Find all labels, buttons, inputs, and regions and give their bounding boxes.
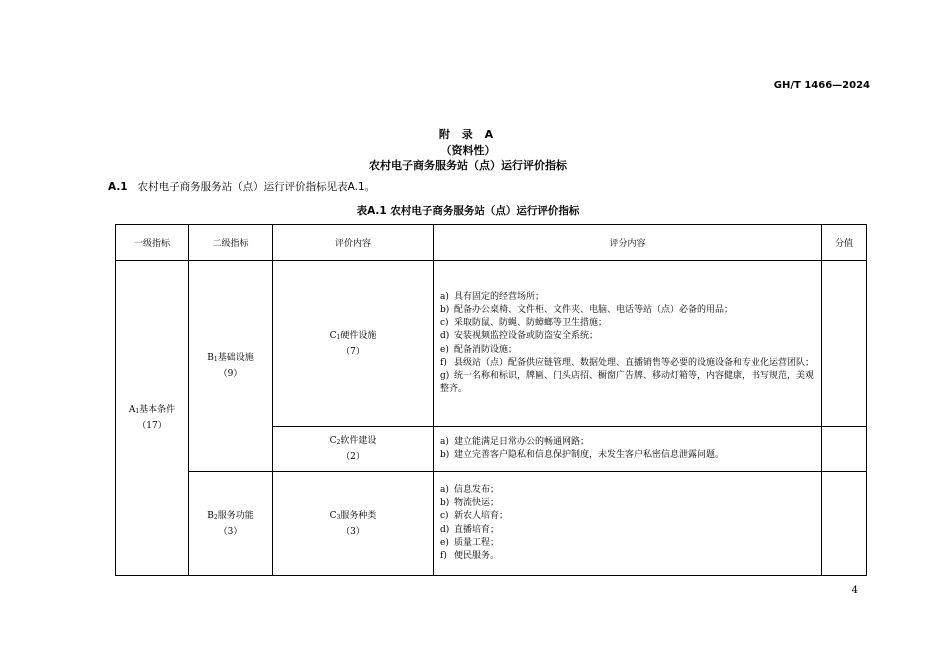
item-label: d) xyxy=(440,331,450,342)
list-item xyxy=(440,330,815,343)
table-header-row xyxy=(116,225,867,261)
header-level1: 一级指标 xyxy=(116,225,189,261)
level1-score: （17） xyxy=(137,421,167,431)
list-item xyxy=(440,537,815,550)
item-text: 建立完善客户隐私和信息保护制度，未发生客户私密信息泄露问题。 xyxy=(454,450,725,460)
list-item xyxy=(440,510,815,523)
list-item xyxy=(440,524,815,537)
clause-number: A.1 xyxy=(108,181,128,193)
item-text: 建立能满足日常办公的畅通网路； xyxy=(454,436,590,447)
list-item xyxy=(440,497,815,510)
item-label: c) xyxy=(440,318,449,329)
item-label: e) xyxy=(440,537,449,548)
appendix-title: 附 录 A xyxy=(438,128,498,141)
item-label: a) xyxy=(440,484,449,495)
page-number: 4 xyxy=(851,585,858,596)
item-text: 配备消防设施； xyxy=(454,344,518,355)
list-item xyxy=(440,436,815,449)
item-text: 质量工程； xyxy=(454,537,500,548)
header-level2: 二级指标 xyxy=(189,225,273,261)
list-item xyxy=(440,291,815,304)
item-text: 安装视频监控设备或防盗安全系统； xyxy=(454,331,599,342)
clause-text: 农村电子商务服务站（点）运行评价指标见表A.1。 xyxy=(137,181,376,193)
scoring-items-c3 xyxy=(434,472,822,576)
level3-subscript: 3 xyxy=(336,513,341,521)
item-text: 配备办公桌椅、文件柜、文件夹、电脑、电话等站（点）必备的用品； xyxy=(454,304,734,315)
item-text: 统一名称和标识，牌匾、门头店招、橱窗广告牌、移动灯箱等，内容健康，书写规范，美观整齐。 xyxy=(440,370,815,395)
level2-cell-b1 xyxy=(189,261,273,472)
list-item xyxy=(440,550,815,563)
item-text: 直播培育； xyxy=(454,524,500,535)
level3-subscript: 1 xyxy=(336,333,341,341)
level3-subscript: 2 xyxy=(336,439,341,446)
score-cell xyxy=(822,472,867,576)
level2-code: B xyxy=(207,510,214,521)
level3-code: C xyxy=(329,510,337,521)
level2-name: 服务功能 xyxy=(217,510,254,521)
level1-subscript: 1 xyxy=(135,408,140,415)
appendix-name: 农村电子商务服务站（点）运行评价指标 xyxy=(369,159,567,172)
level1-name: 基本条件 xyxy=(139,405,176,415)
list-item xyxy=(440,449,815,462)
item-label: c) xyxy=(440,511,449,522)
header-scoring: 评分内容 xyxy=(434,225,822,261)
table-row xyxy=(116,261,867,427)
score-cell xyxy=(822,261,867,427)
standard-code: GH/T 1466—2024 xyxy=(773,80,870,91)
level2-subscript: 2 xyxy=(213,513,218,521)
table-caption: 表A.1 农村电子商务服务站（点）运行评价指标 xyxy=(356,205,580,217)
level3-score: （3） xyxy=(341,526,365,537)
list-item xyxy=(440,317,815,330)
item-label: g) xyxy=(440,370,450,381)
item-label: b) xyxy=(440,450,450,460)
item-text: 新农人培育； xyxy=(454,511,509,522)
item-text: 物流快运； xyxy=(454,498,500,509)
scoring-items-c1 xyxy=(434,261,822,427)
list-item xyxy=(440,304,815,317)
level2-subscript: 1 xyxy=(213,356,218,363)
header-content: 评价内容 xyxy=(273,225,434,261)
level2-score: （9） xyxy=(218,369,243,379)
appendix-type: （资料性） xyxy=(440,144,496,157)
item-text: 具有固定的经营场所； xyxy=(454,291,545,302)
item-label: d) xyxy=(440,524,450,535)
item-label: a) xyxy=(440,436,449,447)
list-item xyxy=(440,344,815,357)
table-row xyxy=(116,472,867,576)
item-label: a) xyxy=(440,291,449,302)
item-text: 采取防鼠、防蝇、防蟑螂等卫生措施； xyxy=(454,318,608,329)
clause-a1 xyxy=(108,179,375,194)
level3-score: （2） xyxy=(341,452,365,462)
item-label: b) xyxy=(440,498,450,509)
header-score: 分值 xyxy=(822,225,867,261)
evaluation-table xyxy=(115,224,867,576)
scoring-items-c2 xyxy=(434,427,822,472)
level1-code: A xyxy=(128,405,136,415)
level3-score: （7） xyxy=(341,346,365,357)
level2-name: 基础设施 xyxy=(217,353,254,363)
list-item xyxy=(440,357,815,370)
level3-cell-c1 xyxy=(273,261,434,427)
level3-name: 服务种类 xyxy=(340,510,377,521)
level2-code: B xyxy=(207,353,214,363)
level3-name: 硬件设施 xyxy=(340,330,377,341)
level3-name: 软件建设 xyxy=(340,436,377,446)
item-label: f) xyxy=(440,550,447,561)
level2-score: （3） xyxy=(218,526,243,537)
item-label: b) xyxy=(440,304,450,315)
level3-code: C xyxy=(329,436,337,446)
level1-cell xyxy=(116,261,189,576)
level3-cell-c2 xyxy=(273,427,434,472)
item-label: f) xyxy=(440,357,447,368)
level3-code: C xyxy=(329,330,337,341)
score-cell xyxy=(822,427,867,472)
item-text: 县级站（点）配备供应链管理、数据处理、直播销售等必要的设施设备和专业化运营团队； xyxy=(454,357,815,368)
item-text: 信息发布； xyxy=(454,484,500,495)
level2-cell-b2 xyxy=(189,472,273,576)
level3-cell-c3 xyxy=(273,472,434,576)
item-label: e) xyxy=(440,344,449,355)
item-text: 便民服务。 xyxy=(454,550,500,561)
list-item xyxy=(440,370,815,396)
list-item xyxy=(440,484,815,497)
